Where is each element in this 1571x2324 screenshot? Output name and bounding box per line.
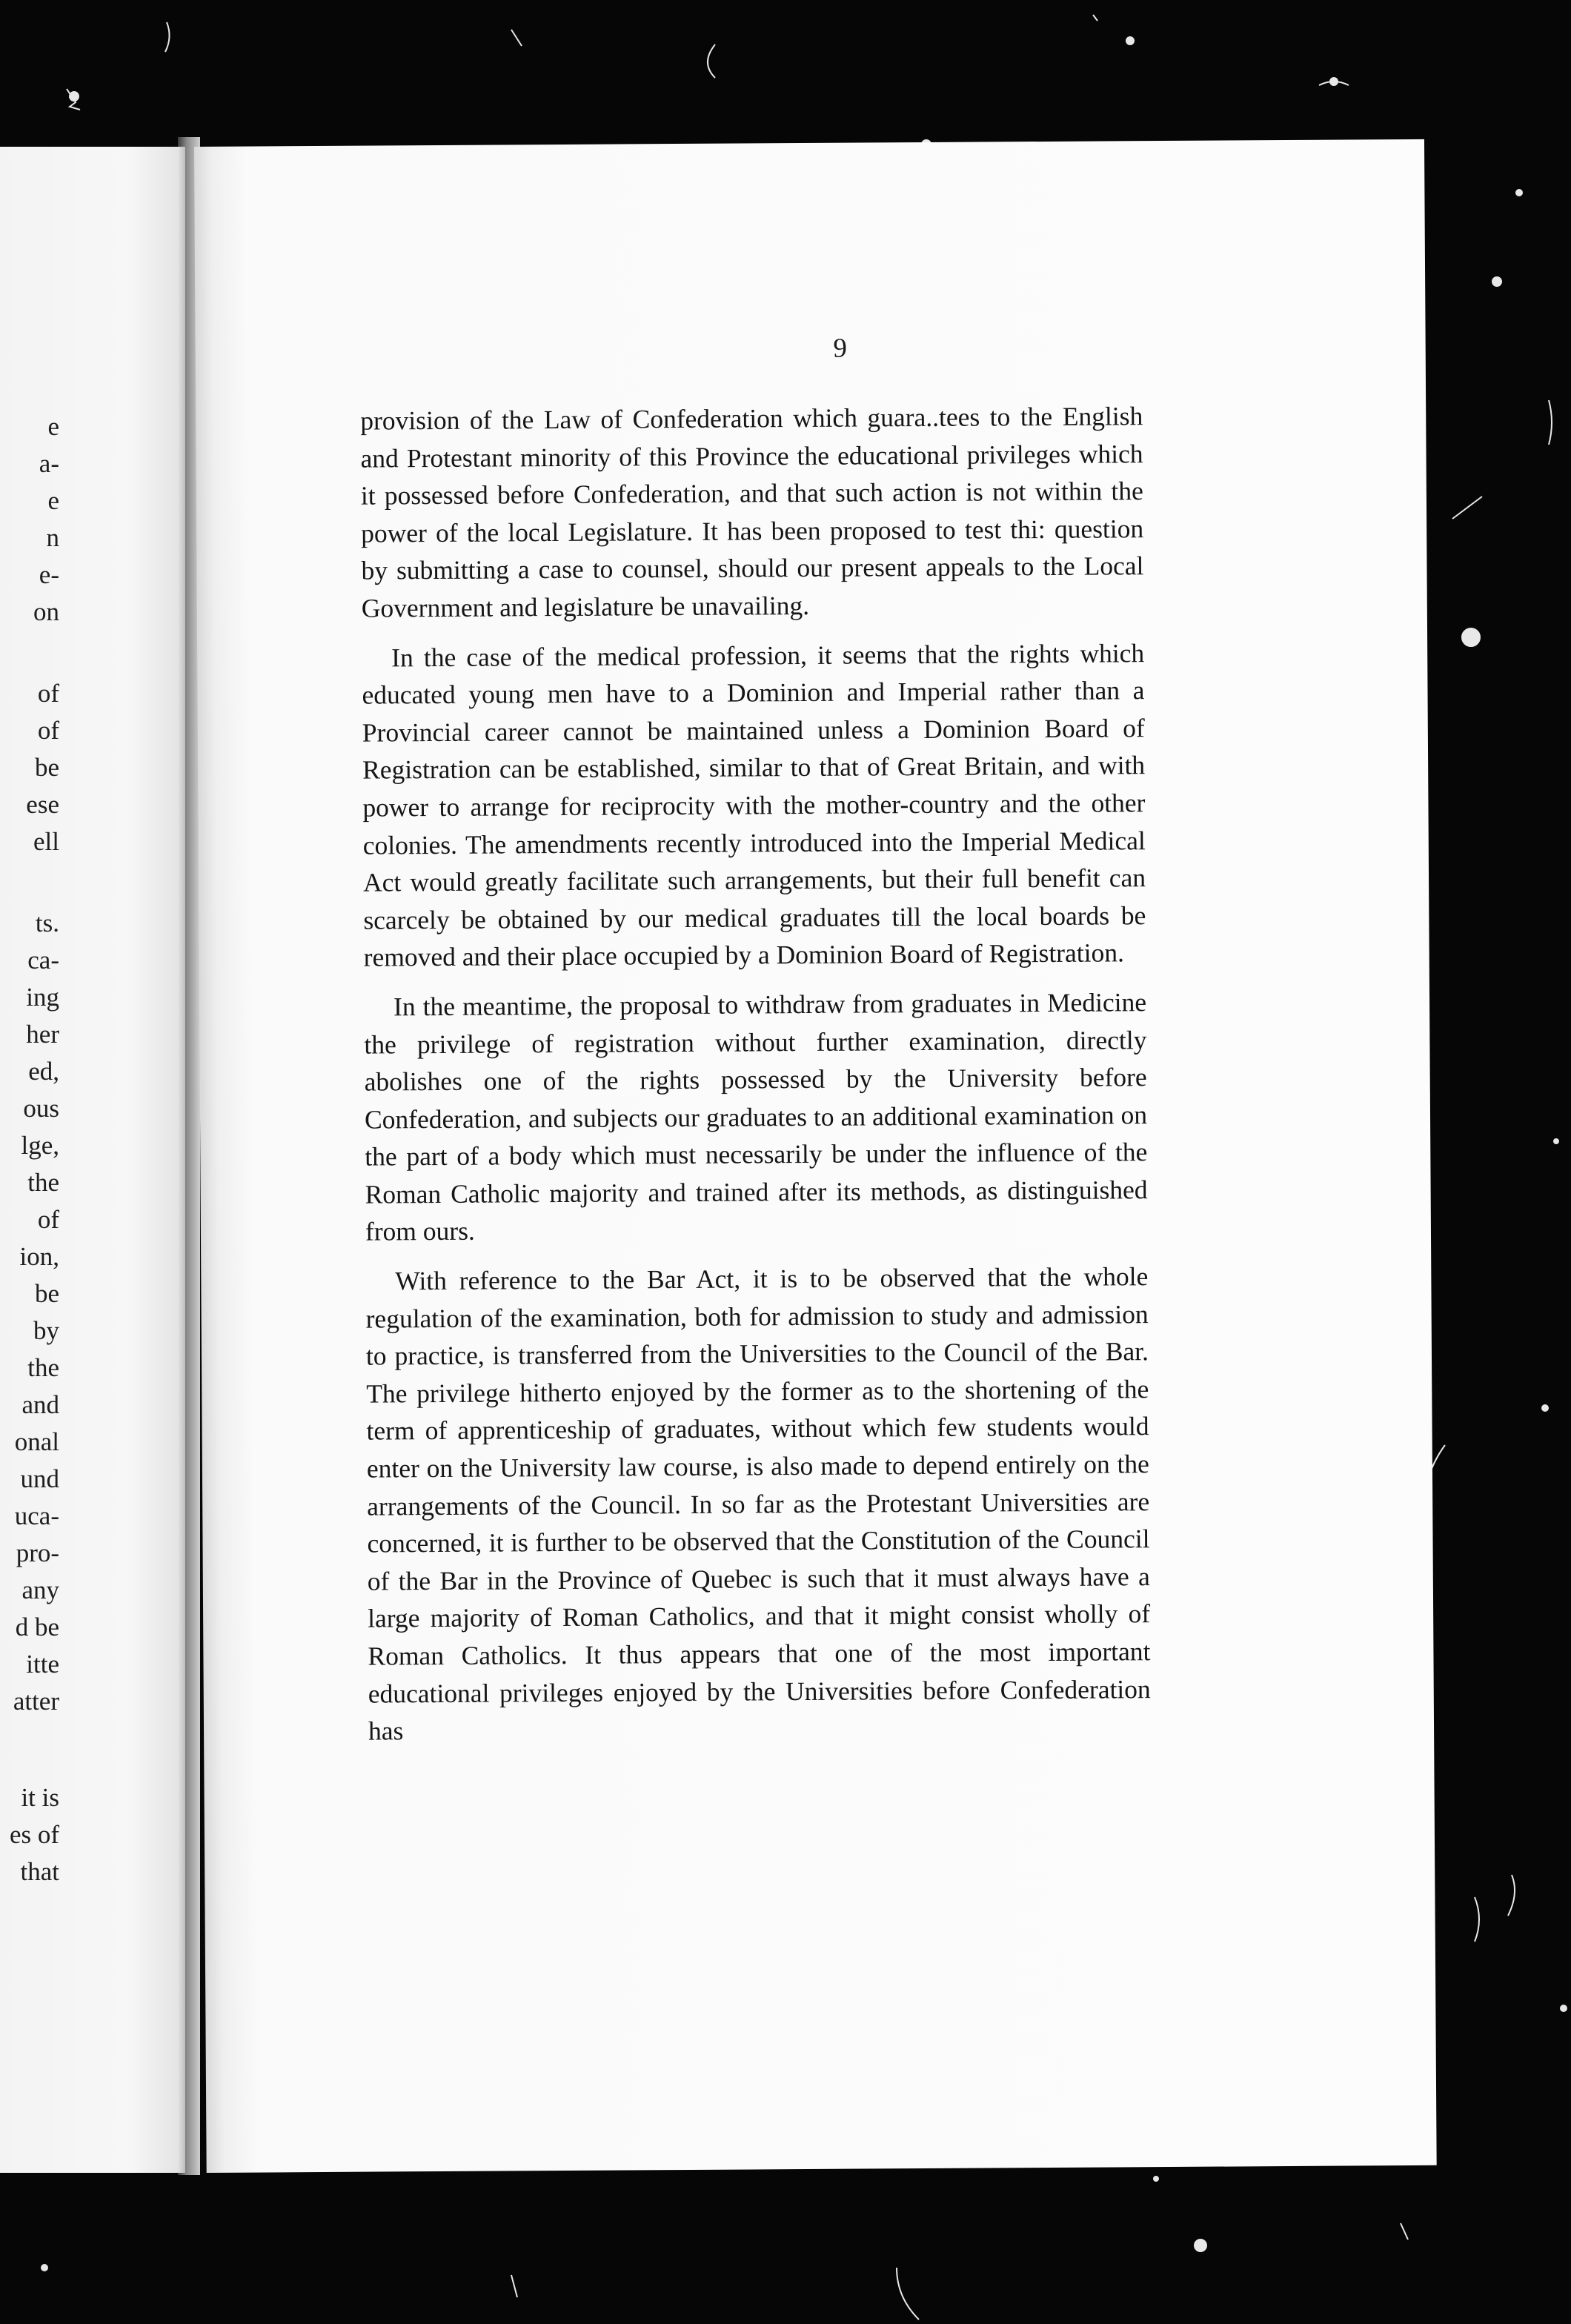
left-page-fragment: es of [9, 1820, 59, 1849]
left-page-fragment: uca- [14, 1501, 59, 1530]
left-page-fragment: ing [26, 983, 59, 1012]
left-page-fragment: of [37, 1205, 59, 1234]
left-page-fragment: on [33, 597, 59, 626]
left-page-fragment: onal [14, 1427, 59, 1456]
left-page-fragment: ese [26, 790, 59, 819]
left-page-fragment: itte [26, 1650, 59, 1679]
right-page [194, 139, 1437, 2173]
left-page-fragment: ion, [19, 1242, 59, 1271]
left-page-fragment: be [34, 753, 59, 782]
left-page-fragment: ous [23, 1094, 59, 1123]
left-page-fragment: by [33, 1316, 59, 1345]
paragraph-2: In the case of the medical profession, it seems that the rights which educated young men have to a Dominion and Imperial rather than a Provincial career cannot be maintained unless a Dominion Board of Registration can be established, similar to that of Great Britain, and with power to arrange for reciprocity with the mother-country and the other colonies. The amendments recently introduced into the Imperial Medical Act would greatly facilitate such arrangements, but their full benefit can scarcely be obtained by our medical graduates till the local boards be removed and their place occupied by a Dominion Board of Registration. [362, 637, 1146, 972]
left-page-fragment: lge, [21, 1131, 59, 1160]
left-page-edge [0, 147, 185, 2173]
paragraph-3: In the meantime, the proposal to withdraw from graduates in Medicine the privilege of registration without further examination, directly abolishes one of the rights possessed by the University before Confederation, and subjects our graduates to an additional examination on the part of a body which must necessarily be under the influence of the Roman Catholic majority and trained after its methods, as distinguished from ours. [364, 987, 1148, 1247]
left-page-fragment: ell [33, 827, 59, 856]
left-page-fragment: e [47, 412, 59, 441]
left-page-fragment: e- [39, 560, 59, 589]
left-page-fragment: a- [39, 449, 59, 478]
left-page-fragment: atter [13, 1687, 59, 1716]
left-page-fragment: n [46, 523, 59, 552]
left-page-fragment: pro- [16, 1538, 59, 1567]
left-page-fragment: und [20, 1464, 59, 1493]
left-page-fragment: of [37, 679, 59, 708]
left-page-fragment: and [21, 1390, 59, 1419]
left-page-fragment: of [37, 716, 59, 745]
paragraph-4: With reference to the Bar Act, it is to be observed that the whole regulation of the examination, both for admission to study and admission to practice, is transferred from the Universities to the Council of the Bar. The privilege hitherto enjoyed by the former as to the shortening of the term of apprenticeship of graduates, without which few students would enter on the University law course, is also made to depend entirely on the arrangements of the Council. In so far as the Protestant Universities are concerned, it is further to be observed that the Constitution of the Council of the Bar in the Province of Quebec is such that it must always have a large majority of Roman Catholics, and that it might consist wholly of Roman Catholics. It thus appears that one of the most important educational privileges enjoyed by the Universities before Confederation has [365, 1261, 1151, 1746]
left-page-fragment: the [27, 1353, 59, 1382]
left-page-fragment: her [26, 1020, 59, 1049]
left-page-fragment: ed, [28, 1057, 59, 1086]
left-page-fragment: be [34, 1279, 59, 1308]
left-page-fragment: ts. [35, 909, 59, 937]
left-page-fragment: it is [21, 1783, 59, 1812]
left-page-fragment: d be [15, 1613, 59, 1641]
page-number: 9 [833, 333, 848, 364]
paragraph-1: provision of the Law of Confederation which guara..tees to the English and Protestant minority of this Province the educational privileges which it possessed before Confederation, and that such action is not within the power of the local Legislature. It has been proposed to test thi: question by submitting a case to counsel, should our present appeals to the Local Government and legislature be unavailing. [360, 401, 1144, 623]
left-page-fragment: ca- [27, 946, 59, 975]
left-page-fragment: e [47, 486, 59, 515]
left-page-fragment: the [27, 1168, 59, 1197]
left-page-fragment: any [21, 1576, 59, 1604]
body-text [360, 397, 1151, 1750]
left-page-fragment: that [20, 1857, 59, 1886]
